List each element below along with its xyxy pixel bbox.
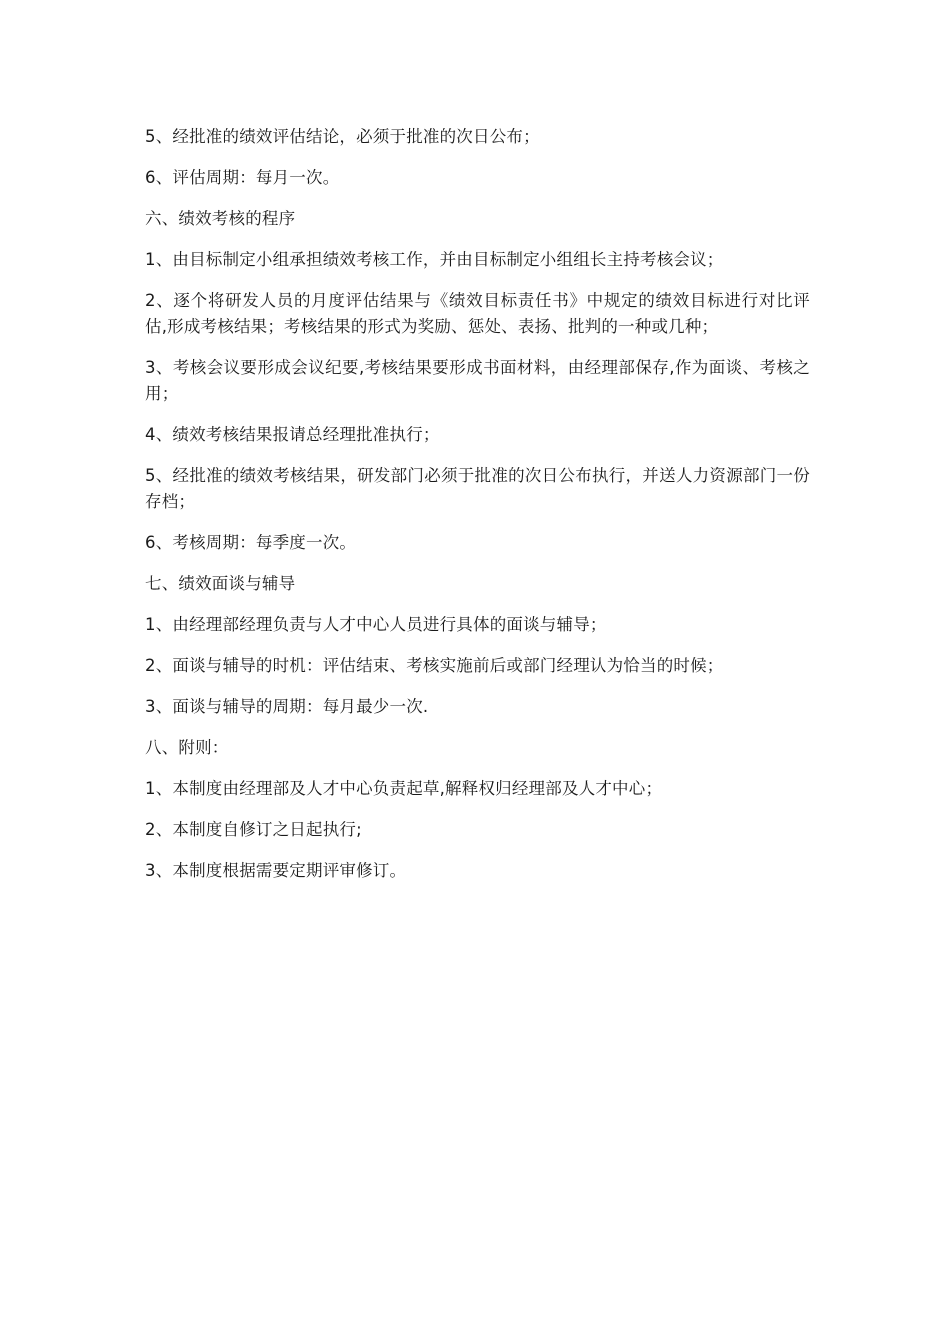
paragraph-assessment-approval: 4、绩效考核结果报请总经理批准执行； — [145, 425, 440, 444]
paragraph-assessment-announce: 5、经批准的绩效考核结果，研发部门必须于批准的次日公布执行，并送人力资源部门一份存档； — [145, 466, 810, 511]
section-heading-assessment-procedure: 六、绩效考核的程序 — [145, 209, 296, 228]
paragraph-evaluation-cycle: 6、评估周期：每月一次。 — [145, 168, 340, 187]
section-heading-supplementary: 八、附则： — [145, 738, 229, 757]
paragraph-interview-cycle: 3、面谈与辅导的周期：每月最少一次. — [145, 697, 429, 716]
paragraph-interview-timing: 2、面谈与辅导的时机：评估结束、考核实施前后或部门经理认为恰当的时候； — [145, 656, 724, 675]
document-body — [145, 124, 810, 899]
paragraph-assessment-minutes: 3、考核会议要形成会议纪要,考核结果要形成书面材料，由经理部保存,作为面谈、考核之用； — [145, 358, 810, 403]
section-heading-interview-coaching: 七、绩效面谈与辅导 — [145, 574, 296, 593]
paragraph-assessment-comparison: 2、逐个将研发人员的月度评估结果与《绩效目标责任书》中规定的绩效目标进行对比评估,形成考核结果；考核结果的形式为奖励、惩处、表扬、批判的一种或几种； — [145, 291, 810, 336]
paragraph-supplementary-drafting: 1、本制度由经理部及人才中心负责起草,解释权归经理部及人才中心； — [145, 779, 663, 798]
paragraph-supplementary-review: 3、本制度根据需要定期评审修订。 — [145, 861, 407, 880]
paragraph-assessment-cycle: 6、考核周期：每季度一次。 — [145, 533, 357, 552]
paragraph-supplementary-effective: 2、本制度自修订之日起执行; — [145, 820, 362, 839]
paragraph-interview-responsible: 1、由经理部经理负责与人才中心人员进行具体的面谈与辅导； — [145, 615, 607, 634]
paragraph-evaluation-announce: 5、经批准的绩效评估结论，必须于批准的次日公布； — [145, 127, 540, 146]
paragraph-assessment-team: 1、由目标制定小组承担绩效考核工作，并由目标制定小组组长主持考核会议； — [145, 250, 724, 269]
